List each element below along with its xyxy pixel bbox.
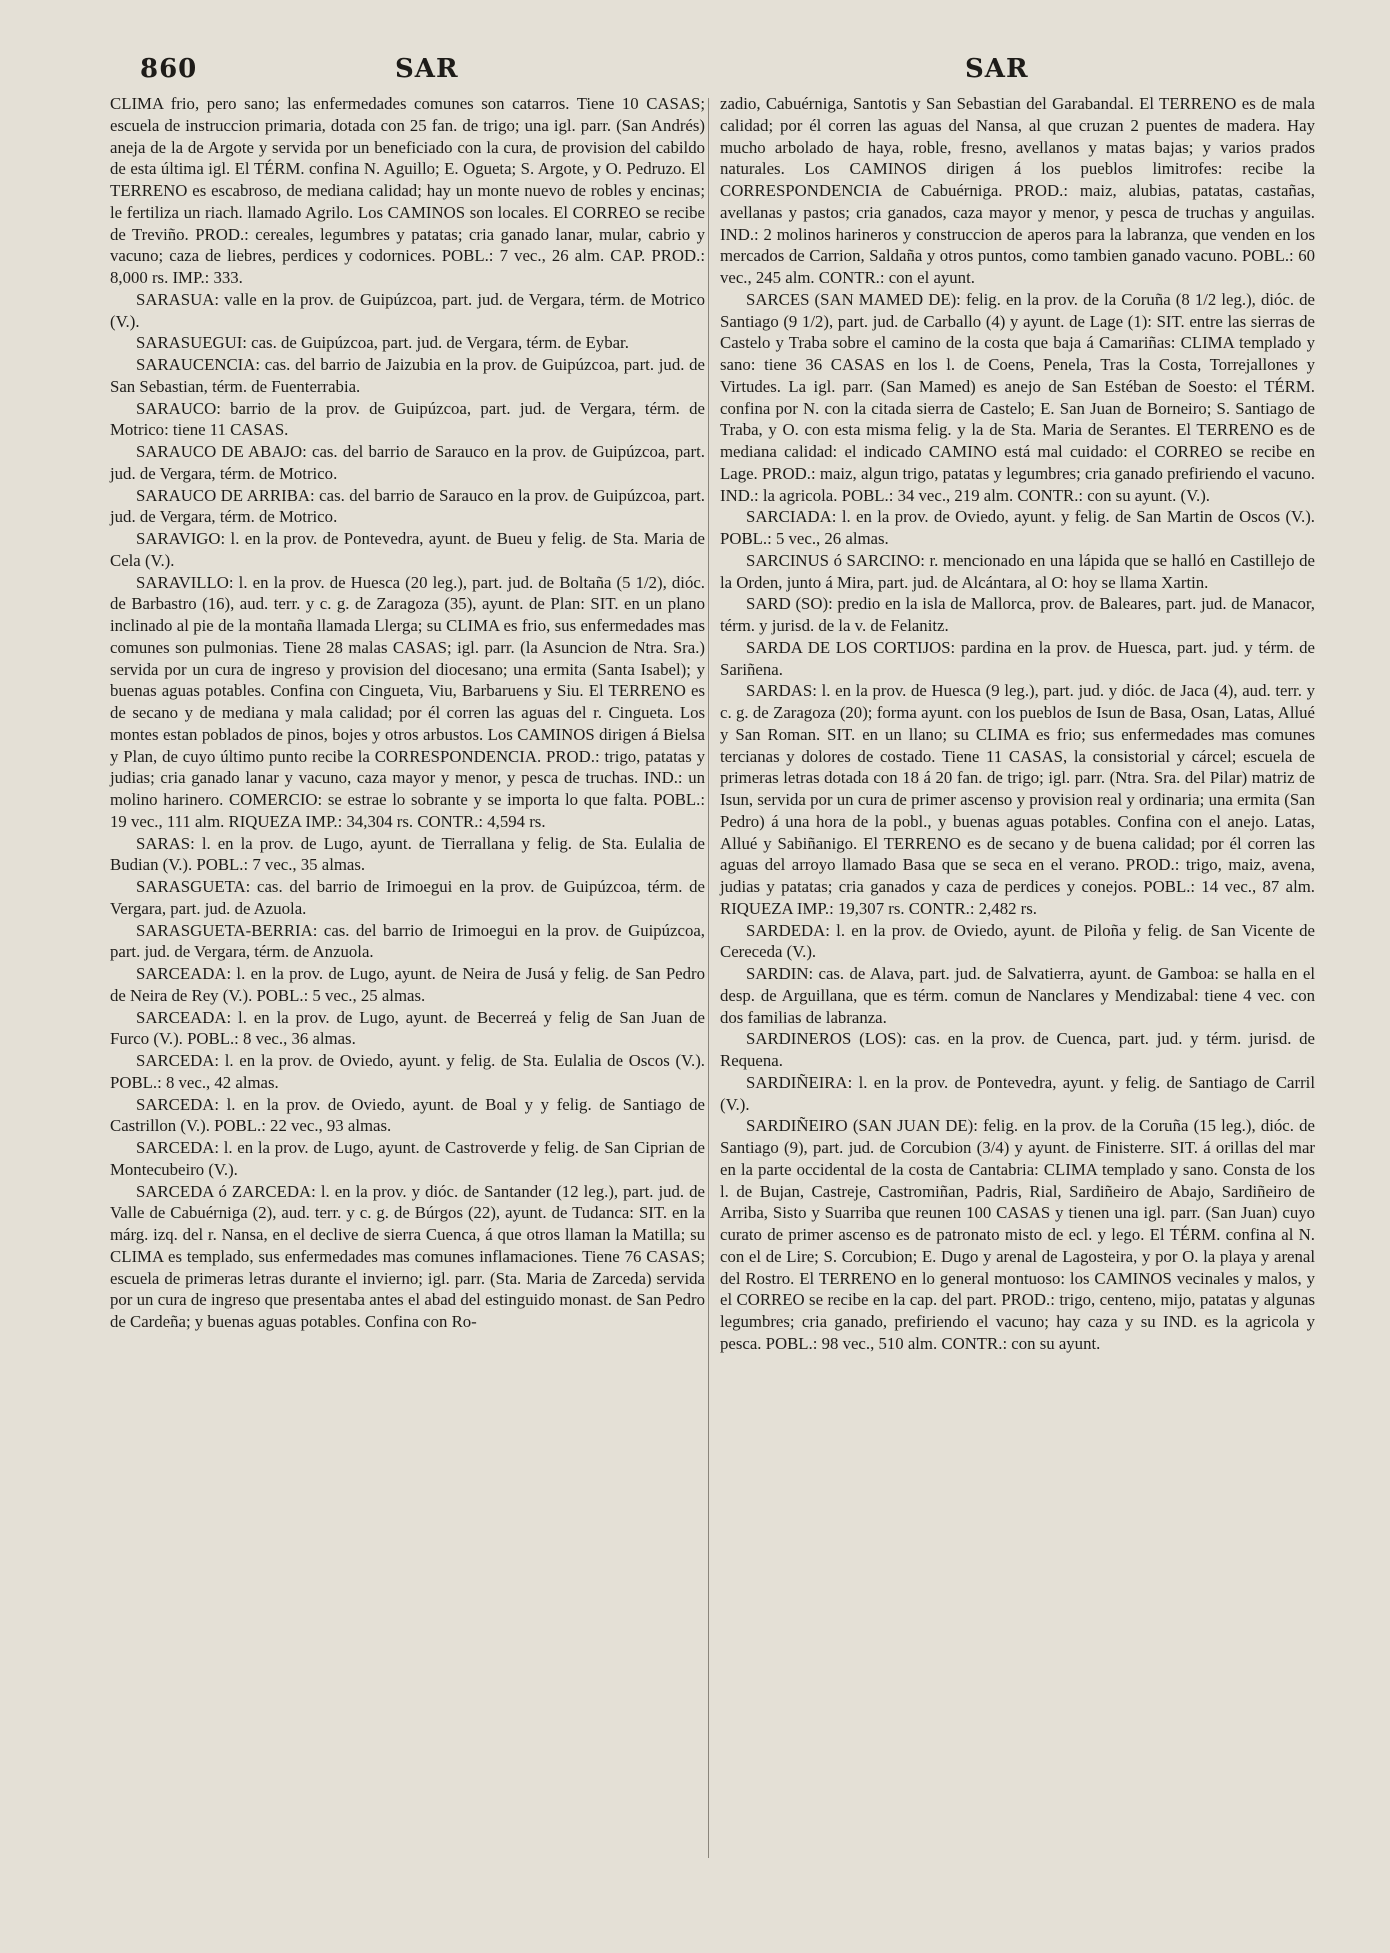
page-number: 860 — [140, 54, 198, 84]
entry-paragraph: SARDIN: cas. de Alava, part. jud. de Salvatierra, ayunt. de Gamboa: se halla en el desp. de Arguillana, que es térm. comun de Nanclares y Mendizabal: tiene 4 vec. con dos familias de labranza. — [720, 964, 1315, 1027]
entry-paragraph: SARASUEGUI: cas. de Guipúzcoa, part. jud. de Vergara, térm. de Eybar. — [136, 333, 629, 353]
entry-paragraph: SARCEDA: l. en la prov. de Lugo, ayunt. de Castroverde y felig. de San Ciprian de Montecubeiro (V.). — [110, 1138, 705, 1179]
entry-paragraph: SARASGUETA: cas. del barrio de Irimoegui en la prov. de Guipúzcoa, térm. de Vergara, part. jud. de Azuola. — [110, 877, 705, 918]
entry-paragraph: SARAUCENCIA: cas. del barrio de Jaizubia en la prov. de Guipúzcoa, part. jud. de San Sebastian, térm. de Fuenterrabia. — [110, 355, 705, 396]
entry-paragraph: SARDIÑEIRA: l. en la prov. de Pontevedra, ayunt. y felig. de Santiago de Carril (V.). — [720, 1072, 1315, 1114]
entry-paragraph: SARAUCO DE ARRIBA: cas. del barrio de Sarauco en la prov. de Guipúzcoa, part. jud. de Vergara, térm. de Motrico. — [110, 485, 705, 527]
entry-paragraph: SARAVIGO: l. en la prov. de Pontevedra, ayunt. de Bueu y felig. de Sta. Maria de Cela (V.). — [110, 529, 705, 570]
entry-paragraph: SARCEDA: l. en la prov. de Oviedo, ayunt. de Boal y y felig. de Santiago de Castrillon (V.). POBL.: 22 vec., 93 almas. — [110, 1094, 705, 1136]
entry-paragraph: CLIMA frio, pero sano; las enfermedades comunes son catarros. Tiene 10 CASAS; escuela de instruccion primaria, dotada con 25 fan. de trigo; una igl. parr. (San Andrés) aneja de la de Argote y servida por un beneficiado con la cura, de provision del cabildo de esta última igl. El TÉRM. confina N. Aguillo; E. Ogueta; S. Argote, y O. Pedruzo. El TERRENO es escabroso, de mediana calidad; hay un monte nuevo de robles y encinas; le fertiliza un riach. llamado Agrilo. Los CAMINOS son locales. El CORREO se recibe de Treviño. PROD.: cereales, legumbres y patatas; cria ganado lanar, mular, cabrio y vacuno; caza de liebres, perdices y codornices. POBL.: 7 vec., 26 alm. CAP. PROD.: 8,000 rs. IMP.: 333. — [110, 94, 705, 287]
entry-paragraph: SARASUA: valle en la prov. de Guipúzcoa, part. jud. de Vergara, térm. de Motrico (V.). — [110, 289, 705, 331]
entry-paragraph: zadio, Cabuérniga, Santotis y San Sebastian del Garabandal. El TERRENO es de mala calidad; por él corren las aguas del Nansa, al que cruzan 2 puentes de madera. Hay mucho arbolado de haya, roble, fresno, avellanos y matas bajas; y varios prados naturales. Los CAMINOS dirigen á los pueblos limitrofes: recibe la CORRESPONDENCIA de Cabuérniga. PROD.: maiz, alubias, patatas, castañas, avellanas y pastos; cria ganados, caza mayor y menor, y pesca de truchas y anguilas. IND.: 2 molinos harineros y construccion de aperos para la labranza, que venden en los mercados de Carrion, Saldaña y otros puntos, como tambien ganado vacuno. POBL.: 60 vec., 245 alm. CONTR.: con el ayunt. — [720, 94, 1315, 287]
left-column — [110, 93, 705, 1333]
entry-paragraph: SARD (SO): predio en la isla de Mallorca, prov. de Baleares, part. jud. de Manacor, térm. y jurisd. de la v. de Felanitz. — [720, 594, 1315, 635]
entry-paragraph: SARCEADA: l. en la prov. de Lugo, ayunt. de Neira de Jusá y felig. de San Pedro de Neira de Rey (V.). POBL.: 5 vec., 25 almas. — [110, 964, 705, 1005]
entry-paragraph: SARDIÑEIRO (SAN JUAN DE): felig. en la prov. de la Coruña (15 leg.), dióc. de Santiago (9), part. jud. de Corcubion (3/4) y ayunt. de Finisterre. SIT. á orillas del mar en la parte occidental de la costa de Cantabria: CLIMA templado y sano. Consta de los l. de Bujan, Castreje, Castromiñan, Padris, Rial, Sardiñeiro de Abajo, Sardiñeiro de Arriba, Sisto y Suarriba que reunen 100 CASAS y tienen una igl. parr. (San Juan) cuyo curato de primer ascenso es de patronato misto de ecl. y lego. El TÉRM. confina al N. con el de Lire; S. Corcubion; E. Dugo y arenal de Lagosteira, y por O. la playa y arenal del Rostro. El TERRENO en lo general montuoso: los CAMINOS vecinales y malos, y el CORREO se recibe en la cap. del part. PROD.: trigo, centeno, mijo, patatas y algunas legumbres; cria ganado, prefiriendo el vacuno; hay caza y su IND. es la agricola y pesca. POBL.: 98 vec., 510 alm. CONTR.: con su ayunt. — [720, 1116, 1315, 1353]
entry-paragraph: SARAUCO: barrio de la prov. de Guipúzcoa, part. jud. de Vergara, térm. de Motrico: tiene 11 CASAS. — [110, 398, 705, 440]
entry-paragraph: SARAS: l. en la prov. de Lugo, ayunt. de Tierrallana y felig. de Sta. Eulalia de Budian (V.). POBL.: 7 vec., 35 almas. — [110, 833, 705, 875]
right-column — [720, 93, 1315, 1355]
entry-paragraph: SARDINEROS (LOS): cas. en la prov. de Cuenca, part. jud. y térm. jurisd. de Requena. — [720, 1029, 1315, 1070]
entry-paragraph: SARCES (SAN MAMED DE): felig. en la prov. de la Coruña (8 1/2 leg.), dióc. de Santiago (9 1/2), part. jud. de Carballo (4) y ayunt. de Lage (1): SIT. entre las sierras de Castelo y Traba sobre el camino de la costa que baja á Camariñas: CLIMA templado y sano: tiene 36 CASAS en los l. de Coens, Penela, Tras la Costa, Torrejallones y Virtudes. La igl. parr. (San Mamed) es anejo de San Estéban de Soesto: el TÉRM. confina por N. con la citada sierra de Castelo; E. San Juan de Borneiro; S. Santiago de Traba, y O. con esta misma felig. y la de Sta. Maria de Serantes. El TERRENO es de mediana calidad: el indicado CAMINO está mal cuidado: el CORREO se recibe en Lage. PROD.: maiz, algun trigo, patatas y legumbres; cria ganado prefiriendo el vacuno. IND.: la agricola. POBL.: 34 vec., 219 alm. CONTR.: con su ayunt. (V.). — [720, 289, 1315, 505]
entry-paragraph: SARAUCO DE ABAJO: cas. del barrio de Sarauco en la prov. de Guipúzcoa, part. jud. de Vergara, térm. de Motrico. — [110, 442, 705, 483]
entry-paragraph: SARCIADA: l. en la prov. de Oviedo, ayunt. y felig. de San Martin de Oscos (V.). POBL.: 5 vec., 26 almas. — [720, 507, 1315, 548]
entry-paragraph: SARAVILLO: l. en la prov. de Huesca (20 leg.), part. jud. de Boltaña (5 1/2), dióc. de Barbastro (16), aud. terr. y c. g. de Zaragoza (35), ayunt. de Plan: SIT. en un plano inclinado al pie de la montaña llamada Llerga; su CLIMA es frio, sus enfermedades mas comunes son pulmonias. Tiene 28 malas CASAS; igl. parr. (la Asuncion de Ntra. Sra.) servida por un cura de ingreso y provision del diocesano; una ermita (Santa Isabel); y buenas aguas potables. Confina con Cingueta, Viu, Barbaruens y Siu. El TERRENO es de secano y de mediana y mala calidad; por él corren las aguas del r. Cingueta. Los montes estan poblados de pinos, bojes y otros arbustos. Los CAMINOS dirigen á Bielsa y Plan, de cuyo último punto recibe la CORRESPONDENCIA. PROD.: trigo, patatas y judias; cria ganado lanar y vacuno, caza mayor y menor, y pesca de truchas. IND.: un molino harinero. COMERCIO: se estrae lo sobrante y se importa lo que falta. POBL.: 19 vec., 111 alm. RIQUEZA IMP.: 34,304 rs. CONTR.: 4,594 rs. — [110, 572, 705, 831]
entry-paragraph: SARDEDA: l. en la prov. de Oviedo, ayunt. de Piloña y felig. de San Vicente de Cereceda (V.). — [720, 920, 1315, 962]
entry-paragraph: SARCINUS ó SARCINO: r. mencionado en una lápida que se halló en Castillejo de la Orden, junto á Mira, part. jud. de Alcántara, al O: hoy se llama Xartin. — [720, 550, 1315, 592]
entry-paragraph: SARASGUETA-BERRIA: cas. del barrio de Irimoegui en la prov. de Guipúzcoa, part. jud. de Vergara, térm. de Anzuola. — [110, 920, 705, 962]
entry-paragraph: SARCEDA ó ZARCEDA: l. en la prov. y dióc. de Santander (12 leg.), part. jud. de Valle de Cabuérniga (2), aud. terr. y c. g. de Búrgos (22), ayunt. de Tudanca: SIT. en la márg. izq. del r. Nansa, en el declive de sierra Cuenca, á que otros llaman la Matilla; su CLIMA es templado, sus enfermedades mas comunes inflamaciones. Tiene 76 CASAS; escuela de primeras letras durante el invierno; igl. parr. (Sta. Maria de Zarceda) servida por un cura de ingreso que presentaba antes el abad del estinguido monast. de San Pedro de Cardeña; y buenas aguas potables. Confina con Ro- — [110, 1181, 705, 1331]
left-running-head: SAR — [395, 54, 459, 84]
column-divider — [708, 98, 709, 1858]
entry-paragraph: SARCEDA: l. en la prov. de Oviedo, ayunt. y felig. de Sta. Eulalia de Oscos (V.). POBL.: 8 vec., 42 almas. — [110, 1051, 705, 1092]
right-running-head: SAR — [965, 54, 1029, 84]
entry-paragraph: SARDA DE LOS CORTIJOS: pardina en la prov. de Huesca, part. jud. y térm. de Sariñena. — [720, 637, 1315, 679]
entry-paragraph: SARDAS: l. en la prov. de Huesca (9 leg.), part. jud. y dióc. de Jaca (4), aud. terr. y c. g. de Zaragoza (20); forma ayunt. con los pueblos de Isun de Basa, Osan, Latas, Allué y San Roman. SIT. en un llano; su CLIMA es frio; sus enfermedades mas comunes tercianas y dolores de costado. Tiene 11 CASAS, la consistorial y cárcel; escuela de primeras letras dotada con 18 á 20 fan. de trigo; igl. parr. (Ntra. Sra. del Pilar) matriz de Isun, servida por un cura de primer ascenso y provision real y ordinaria; una ermita (San Pedro) á una hora de la pobl., y buenas aguas potables. Confina con el anejo. Latas, Allué y Sabiñanigo. El TERRENO es de secano y de buena calidad; por él corren las aguas del arroyo llamado Basa que se seca en el verano. PROD.: trigo, maiz, avena, judias y patatas; cria ganados y caza de perdices y conejos. POBL.: 14 vec., 87 alm. RIQUEZA IMP.: 19,307 rs. CONTR.: 2,482 rs. — [720, 681, 1315, 918]
entry-paragraph: SARCEADA: l. en la prov. de Lugo, ayunt. de Becerreá y felig de San Juan de Furco (V.). POBL.: 8 vec., 36 almas. — [110, 1007, 705, 1049]
